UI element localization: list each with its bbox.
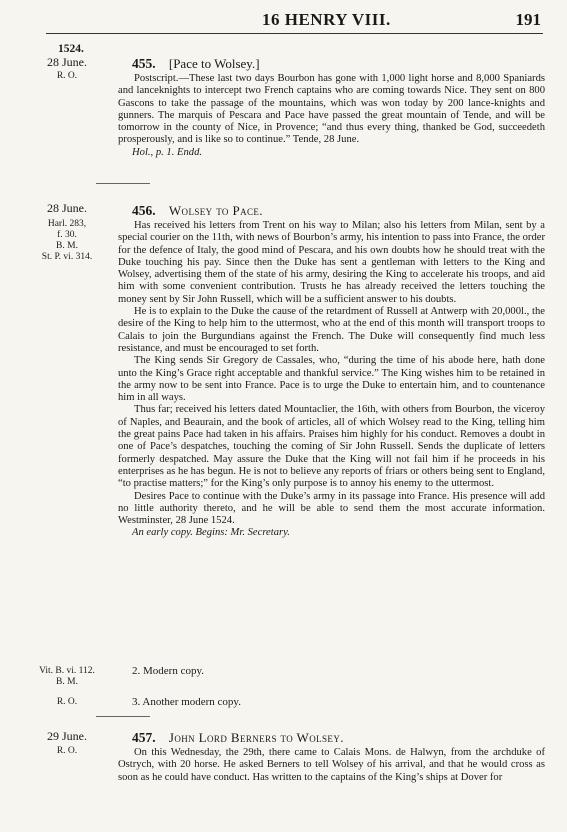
copy-item: 2. Modern copy. <box>132 665 204 677</box>
entry-455-date: 28 June. <box>47 55 87 69</box>
margin-year: 1524. <box>58 43 84 55</box>
entry-457-ref: R. O. <box>56 746 78 756</box>
entry-456-date: 28 June. <box>47 201 87 215</box>
note-text: Hol., p. 1. Endd. <box>132 146 203 158</box>
running-title: 16 HENRY VIII. <box>262 10 391 29</box>
paragraph: He is to explain to the Duke the cause of the retardment of Russell at Antwerp with 20,000l., the desire of the King to help him to the uttermost, who at the end of this month will transport troops to Calais to join the Burgundians against the French. The Duke will consequently find much less resistance, and must be encouraged to set forth. <box>118 306 545 354</box>
paragraph: Has received his letters from Trent on his way to Milan; also his letters from Milan, sent by a special courier on the 11th, with news of Bourbon’s army, his intention to pass into France, the order for the defence of Italy, the good mind of Pescara, and his own doubts how he should treat with the Duke touching his pay. Since then the Duke has sent a gentleman with letters to the King and Wolsey, advertising them of the state of his army, desiring the King to accelerate his troops, and aid him with some convenient contribution. Trusts he has already received the letters touching the money sent by Sir John Russell, which will be a sufficient answer to his doubts. <box>118 220 545 305</box>
entry-455-body <box>118 73 545 159</box>
copy-ref: B. M. <box>56 677 78 687</box>
entry-456-ref: Harl. 283, <box>47 219 87 229</box>
running-head <box>0 10 567 32</box>
paragraph: Desires Pace to continue with the Duke’s army in its passage into France. His presence will add no little authority thereto, and he will be able to send them the most accurate information. Westminster, 28 June 1524. <box>118 490 545 527</box>
page-number: 191 <box>515 10 541 29</box>
entry-number: 455. <box>132 56 156 71</box>
header-rule <box>46 33 543 34</box>
paragraph: Postscript.—These last two days Bourbon has gone with 1,000 light horse and 8,000 Spaniards and lanceknights to intercept two French captains who are coming towards Nice. They sent on 800 Gascons to take the passage of the mountains, which was won today by 200 lance-knights and gunners. The marquis of Pescara and Pace have passed the great mountain of Tende, and will be tomorrow in the county of Nice, in Provence; “and thus every thing, thanked be God, succeedeth prosperously, and is like so to continue.” Tende, 28 June. <box>118 73 545 146</box>
entry-456-ref: f. 30. <box>57 230 77 240</box>
paragraph: On this Wednesday, the 29th, there came to Calais Mons. de Halwyn, from the archduke of Ostrych, with 20 horse. He asked Berners to tell Wolsey of his arrival, and that he would cross as soon as he could have conduct. Has written to the captains of the King’s ships at Dover for <box>118 747 545 783</box>
entry-457-date: 29 June. <box>47 729 87 743</box>
entry-number: 457. <box>132 730 156 745</box>
entry-456-ref: B. M. <box>56 241 78 251</box>
copy-ref: Vit. B. vi. 112. <box>39 666 95 676</box>
entry-455-ref: R. O. <box>56 71 78 81</box>
entry-note <box>118 147 545 159</box>
separator-rule <box>96 183 150 184</box>
entry-456-ref: St. P. vi. 314. <box>41 252 93 262</box>
entry-note <box>118 527 545 539</box>
entry-457-body <box>118 747 545 784</box>
entry-457-heading <box>132 730 344 746</box>
entry-title: John Lord Berners to Wolsey. <box>168 730 344 745</box>
entry-455-heading <box>132 56 260 72</box>
entry-456-heading <box>132 203 263 219</box>
paragraph: The King sends Sir Gregory de Cassales, who, “during the time of his abode here, hath done unto the King’s Grace right acceptable and thankful service.” The King wishes him to be retained in the army now to be sent into France. Pace is to urge the Duke to entertain him, and to countenance him in all ways. <box>118 355 545 404</box>
copy-item: 3. Another modern copy. <box>132 696 241 708</box>
entry-number: 456. <box>132 203 156 218</box>
copy-ref: R. O. <box>56 697 78 707</box>
paragraph: Thus far; received his letters dated Mountaclier, the 16th, with others from Bourbon, the viceroy of Naples, and Beaurain, and the book of articles, all of which Wolsey read to the King, telling him the great pains Pace had taken in his affairs. Praises him highly for his conduct. Removes a doubt in one of Pace’s despatches, touching the coming of Sir John Russell. Sends the duplicate of letters formerly despatched. May assure the Duke that the King will not fail him if he proceeds in his enterprises as he has begun. He is not to believe any reports of friars or others being sent to England, “to practise matters;” for the King’s only purpose is to annoy his enemy to the uttermost. <box>118 404 545 490</box>
entry-456-body <box>118 220 545 540</box>
separator-rule <box>96 716 150 717</box>
note-text: An early copy. Begins: Mr. Secretary. <box>132 527 290 539</box>
entry-title: [Pace to Wolsey.] <box>168 56 260 71</box>
entry-title: Wolsey to Pace. <box>168 203 263 218</box>
